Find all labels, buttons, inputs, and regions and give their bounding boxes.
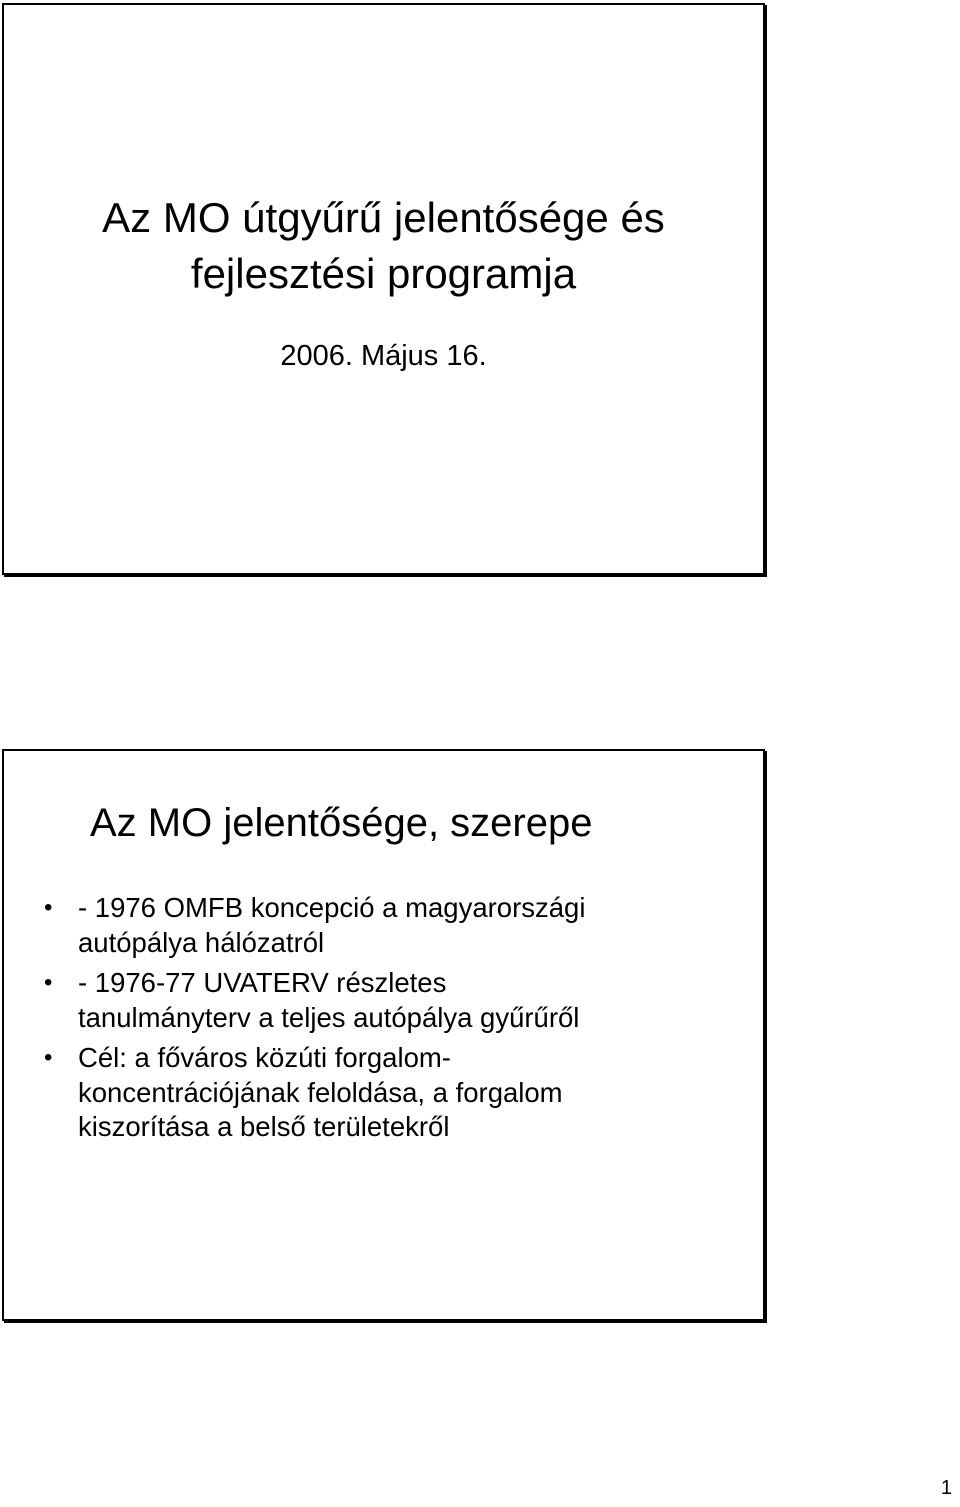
slide-1-title xyxy=(4,190,763,302)
slide-1-date: 2006. Május 16. xyxy=(280,340,487,372)
bullet-icon: • xyxy=(44,1044,53,1071)
bullet-line: tanulmányterv a teljes autópálya gyűrűről xyxy=(78,1001,580,1033)
bullet-item xyxy=(42,966,742,1035)
slide-2 xyxy=(2,749,765,1321)
bullet-line: - 1976-77 UVATERV részletes xyxy=(78,967,447,998)
bullet-line: - 1976 OMFB koncepció a magyarországi xyxy=(78,892,586,923)
page-number: 1 xyxy=(940,1477,952,1499)
bullet-line: kiszorítása a belső területekről xyxy=(78,1111,450,1142)
bullet-list xyxy=(42,891,742,1151)
bullet-line: koncentrációjának feloldása, a forgalom xyxy=(78,1076,563,1108)
bullet-icon: • xyxy=(44,969,53,996)
bullet-item xyxy=(42,1041,742,1145)
slide-1-title-line: Az MO útgyűrű jelentősége és xyxy=(102,194,665,241)
bullet-item xyxy=(42,891,742,960)
bullet-line: Cél: a főváros közúti forgalom- xyxy=(78,1042,451,1073)
bullet-icon: • xyxy=(44,894,53,921)
slide-1-title-line: fejlesztési programja xyxy=(190,250,577,297)
bullet-line: autópálya hálózatról xyxy=(78,926,325,958)
slide-1 xyxy=(2,3,765,575)
slide-2-title: Az MO jelentősége, szerepe xyxy=(90,801,593,845)
